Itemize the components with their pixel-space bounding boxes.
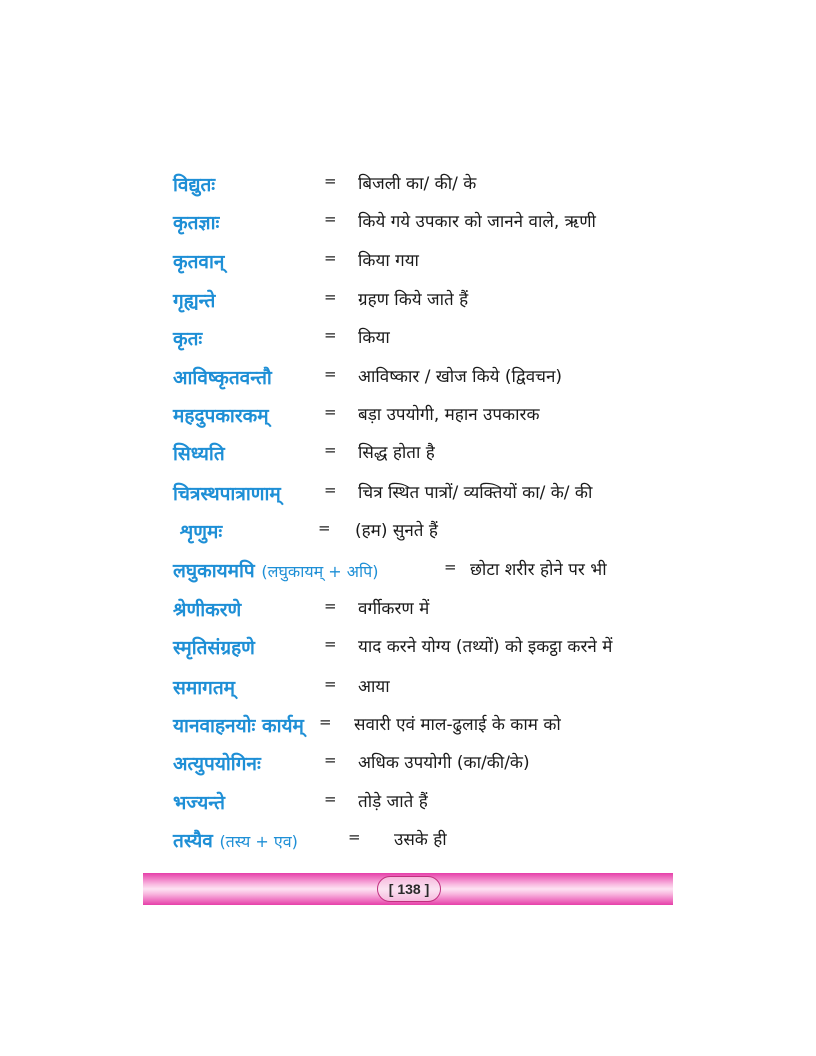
glossary-word-note: (लघुकायम् + अपि) — [261, 562, 379, 581]
glossary-meaning: किया गया — [358, 251, 419, 271]
glossary-row — [0, 596, 816, 632]
equals-sign: = — [319, 713, 332, 731]
glossary-word: महदुपकारकम् — [173, 405, 269, 427]
equals-sign: = — [324, 365, 337, 383]
glossary-word: सिध्यति — [173, 443, 225, 465]
equals-sign: = — [324, 751, 337, 769]
glossary-meaning: किये गये उपकार को जानने वाले, ऋणी — [358, 212, 596, 232]
glossary-meaning: चित्र स्थित पात्रों/ व्यक्तियों का/ के/ की — [358, 483, 593, 503]
glossary-word: गृह्यन्ते — [173, 290, 216, 312]
glossary-word: समागतम् — [173, 677, 236, 699]
glossary-word: चित्रस्थपात्राणाम् — [173, 483, 281, 505]
equals-sign: = — [324, 326, 337, 344]
glossary-row — [0, 171, 816, 207]
glossary-word: आविष्कृतवन्तौ — [173, 367, 272, 389]
glossary-row — [0, 789, 816, 825]
equals-sign: = — [324, 597, 337, 615]
equals-sign: = — [324, 675, 337, 693]
glossary-meaning: उसके ही — [394, 830, 447, 850]
glossary-row — [0, 440, 816, 476]
glossary-word: कृतवान् — [173, 251, 225, 273]
glossary-meaning: तोड़े जाते हैं — [358, 792, 428, 812]
equals-sign: = — [324, 790, 337, 808]
glossary-meaning: छोटा शरीर होने पर भी — [470, 560, 607, 580]
glossary-row — [0, 557, 816, 593]
equals-sign: = — [324, 249, 337, 267]
glossary-meaning: (हम) सुनते हैं — [355, 521, 438, 541]
glossary-word: शृणुमः — [180, 521, 223, 543]
equals-sign: = — [348, 828, 361, 846]
glossary-meaning: किया — [358, 328, 390, 348]
equals-sign: = — [318, 519, 331, 537]
glossary-meaning: आविष्कार / खोज किये (द्विवचन) — [358, 367, 563, 387]
glossary-row — [0, 634, 816, 670]
page-number: [ 138 ] — [377, 876, 441, 902]
glossary-row — [0, 480, 816, 516]
glossary-word: यानवाहनयोः कार्यम् — [173, 715, 304, 737]
glossary-meaning: सवारी एवं माल-ढुलाई के काम को — [354, 715, 561, 735]
glossary-meaning: याद करने योग्य (तथ्यों) को इकट्ठा करने में — [358, 637, 613, 657]
glossary-word: विद्युतः — [173, 174, 216, 196]
glossary-meaning: आया — [358, 677, 390, 697]
glossary-row — [0, 402, 816, 438]
glossary-word: कृतः — [173, 328, 203, 350]
glossary-meaning: बड़ा उपयोगी, महान उपकारक — [358, 405, 540, 425]
glossary-meaning: सिद्ध होता है — [358, 443, 435, 463]
glossary-word: श्रेणीकरणे — [173, 599, 242, 621]
glossary-row — [0, 750, 816, 786]
glossary-word-note: (तस्य + एव) — [219, 832, 298, 851]
glossary-word: स्मृतिसंग्रहणे — [173, 637, 255, 659]
equals-sign: = — [324, 403, 337, 421]
equals-sign: = — [324, 635, 337, 653]
glossary-word: लघुकायमपि (लघुकायम् + अपि) — [173, 560, 379, 582]
glossary-row — [0, 287, 816, 323]
glossary-meaning: बिजली का/ की/ के — [358, 174, 477, 194]
equals-sign: = — [444, 558, 457, 576]
equals-sign: = — [324, 210, 337, 228]
glossary-row — [0, 712, 816, 748]
glossary-row — [0, 325, 816, 361]
glossary-word: अत्युपयोगिनः — [173, 753, 261, 775]
equals-sign: = — [324, 172, 337, 190]
equals-sign: = — [324, 481, 337, 499]
glossary-meaning: अधिक उपयोगी (का/की/के) — [358, 753, 530, 773]
glossary-row — [0, 209, 816, 245]
glossary-meaning: ग्रहण किये जाते हैं — [358, 290, 469, 310]
glossary-row — [0, 827, 816, 863]
glossary-word: तस्यैव (तस्य + एव) — [173, 830, 298, 852]
glossary-row — [0, 518, 816, 554]
glossary-row — [0, 364, 816, 400]
glossary-meaning: वर्गीकरण में — [358, 599, 430, 619]
glossary-row — [0, 674, 816, 710]
equals-sign: = — [324, 441, 337, 459]
glossary-word: कृतज्ञाः — [173, 212, 220, 234]
glossary-row — [0, 248, 816, 284]
glossary-word: भज्यन्ते — [173, 792, 225, 814]
equals-sign: = — [324, 288, 337, 306]
